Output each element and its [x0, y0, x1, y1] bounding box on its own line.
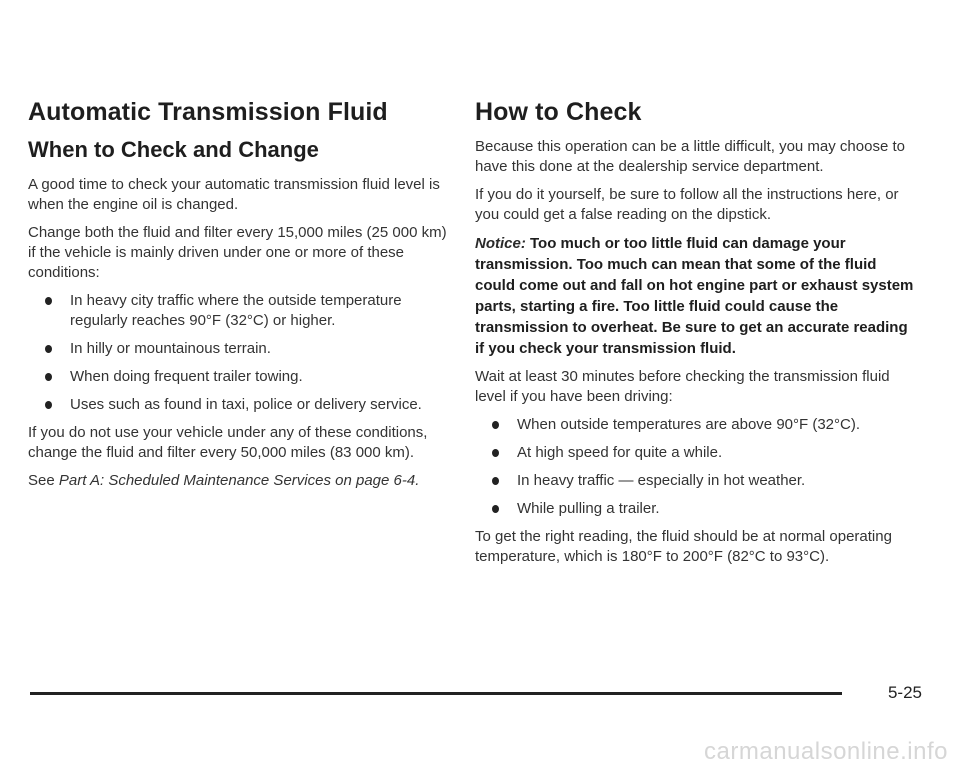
paragraph-difficulty: Because this operation can be a little difficult, you may choose to have this done at the dealership service department.	[475, 138, 905, 175]
bullet-icon	[45, 401, 52, 409]
list-item: In heavy city traffic where the outside temperature regularly reaches 90°F (32°C) or higher.	[28, 291, 448, 331]
paragraph-normal-interval: If you do not use your vehicle under any of these conditions, change the fluid and filter every 50,000 miles (83 000 km).	[28, 424, 428, 461]
bullet-icon	[492, 477, 499, 485]
conditions-list	[28, 291, 448, 415]
list-item: Uses such as found in taxi, police or delivery service.	[28, 395, 448, 415]
bullet-icon	[492, 421, 499, 429]
section-subtitle: When to Check and Change	[28, 137, 319, 162]
section-title: How to Check	[475, 98, 642, 126]
list-item: In hilly or mountainous terrain.	[28, 339, 448, 359]
bullet-icon	[45, 345, 52, 353]
bullet-icon	[45, 297, 52, 305]
bullet-icon	[45, 373, 52, 381]
bullet-icon	[492, 449, 499, 457]
list-item: While pulling a trailer.	[475, 499, 920, 519]
notice-block	[475, 233, 920, 359]
watermark: carmanualsonline.info	[704, 738, 948, 765]
left-column	[28, 98, 448, 499]
list-item: In heavy traffic — especially in hot weather.	[475, 471, 920, 491]
maintenance-reference-link[interactable]: Part A: Scheduled Maintenance Services on page 6-4.	[58, 472, 420, 489]
driving-conditions-list	[475, 415, 920, 519]
list-item: When outside temperatures are above 90°F (32°C).	[475, 415, 920, 435]
paragraph-check-timing: A good time to check your automatic transmission fluid level is when the engine oil is changed.	[28, 176, 440, 213]
see-reference: See Part A: Scheduled Maintenance Services on page 6-4.	[28, 472, 420, 489]
paragraph-instructions: If you do it yourself, be sure to follow all the instructions here, or you could get a false reading on the dipstick.	[475, 186, 899, 223]
paragraph-temperature: To get the right reading, the fluid should be at normal operating temperature, which is 180°F to 200°F (82°C to 93°C).	[475, 528, 892, 565]
right-column	[475, 98, 920, 575]
paragraph-wait: Wait at least 30 minutes before checking the transmission fluid level if you have been driving:	[475, 368, 890, 405]
list-item: When doing frequent trailer towing.	[28, 367, 448, 387]
paragraph-change-interval: Change both the fluid and filter every 15,000 miles (25 000 km) if the vehicle is mainly driven under one or more of these conditions:	[28, 224, 447, 281]
section-title: Automatic Transmission Fluid	[28, 98, 388, 126]
footer-divider	[30, 692, 842, 695]
notice-text: Too much or too little fluid can damage your transmission. Too much can mean that some of the fluid could come out and fall on hot engine part or exhaust system parts, starting a fire. Too little fluid could cause the transmission to overheat. Be sure to get an accurate reading if you check your transmission fluid.	[475, 235, 914, 357]
page-number: 5-25	[887, 683, 922, 702]
list-item: At high speed for quite a while.	[475, 443, 920, 463]
notice-label: Notice:	[475, 235, 526, 252]
bullet-icon	[492, 505, 499, 513]
